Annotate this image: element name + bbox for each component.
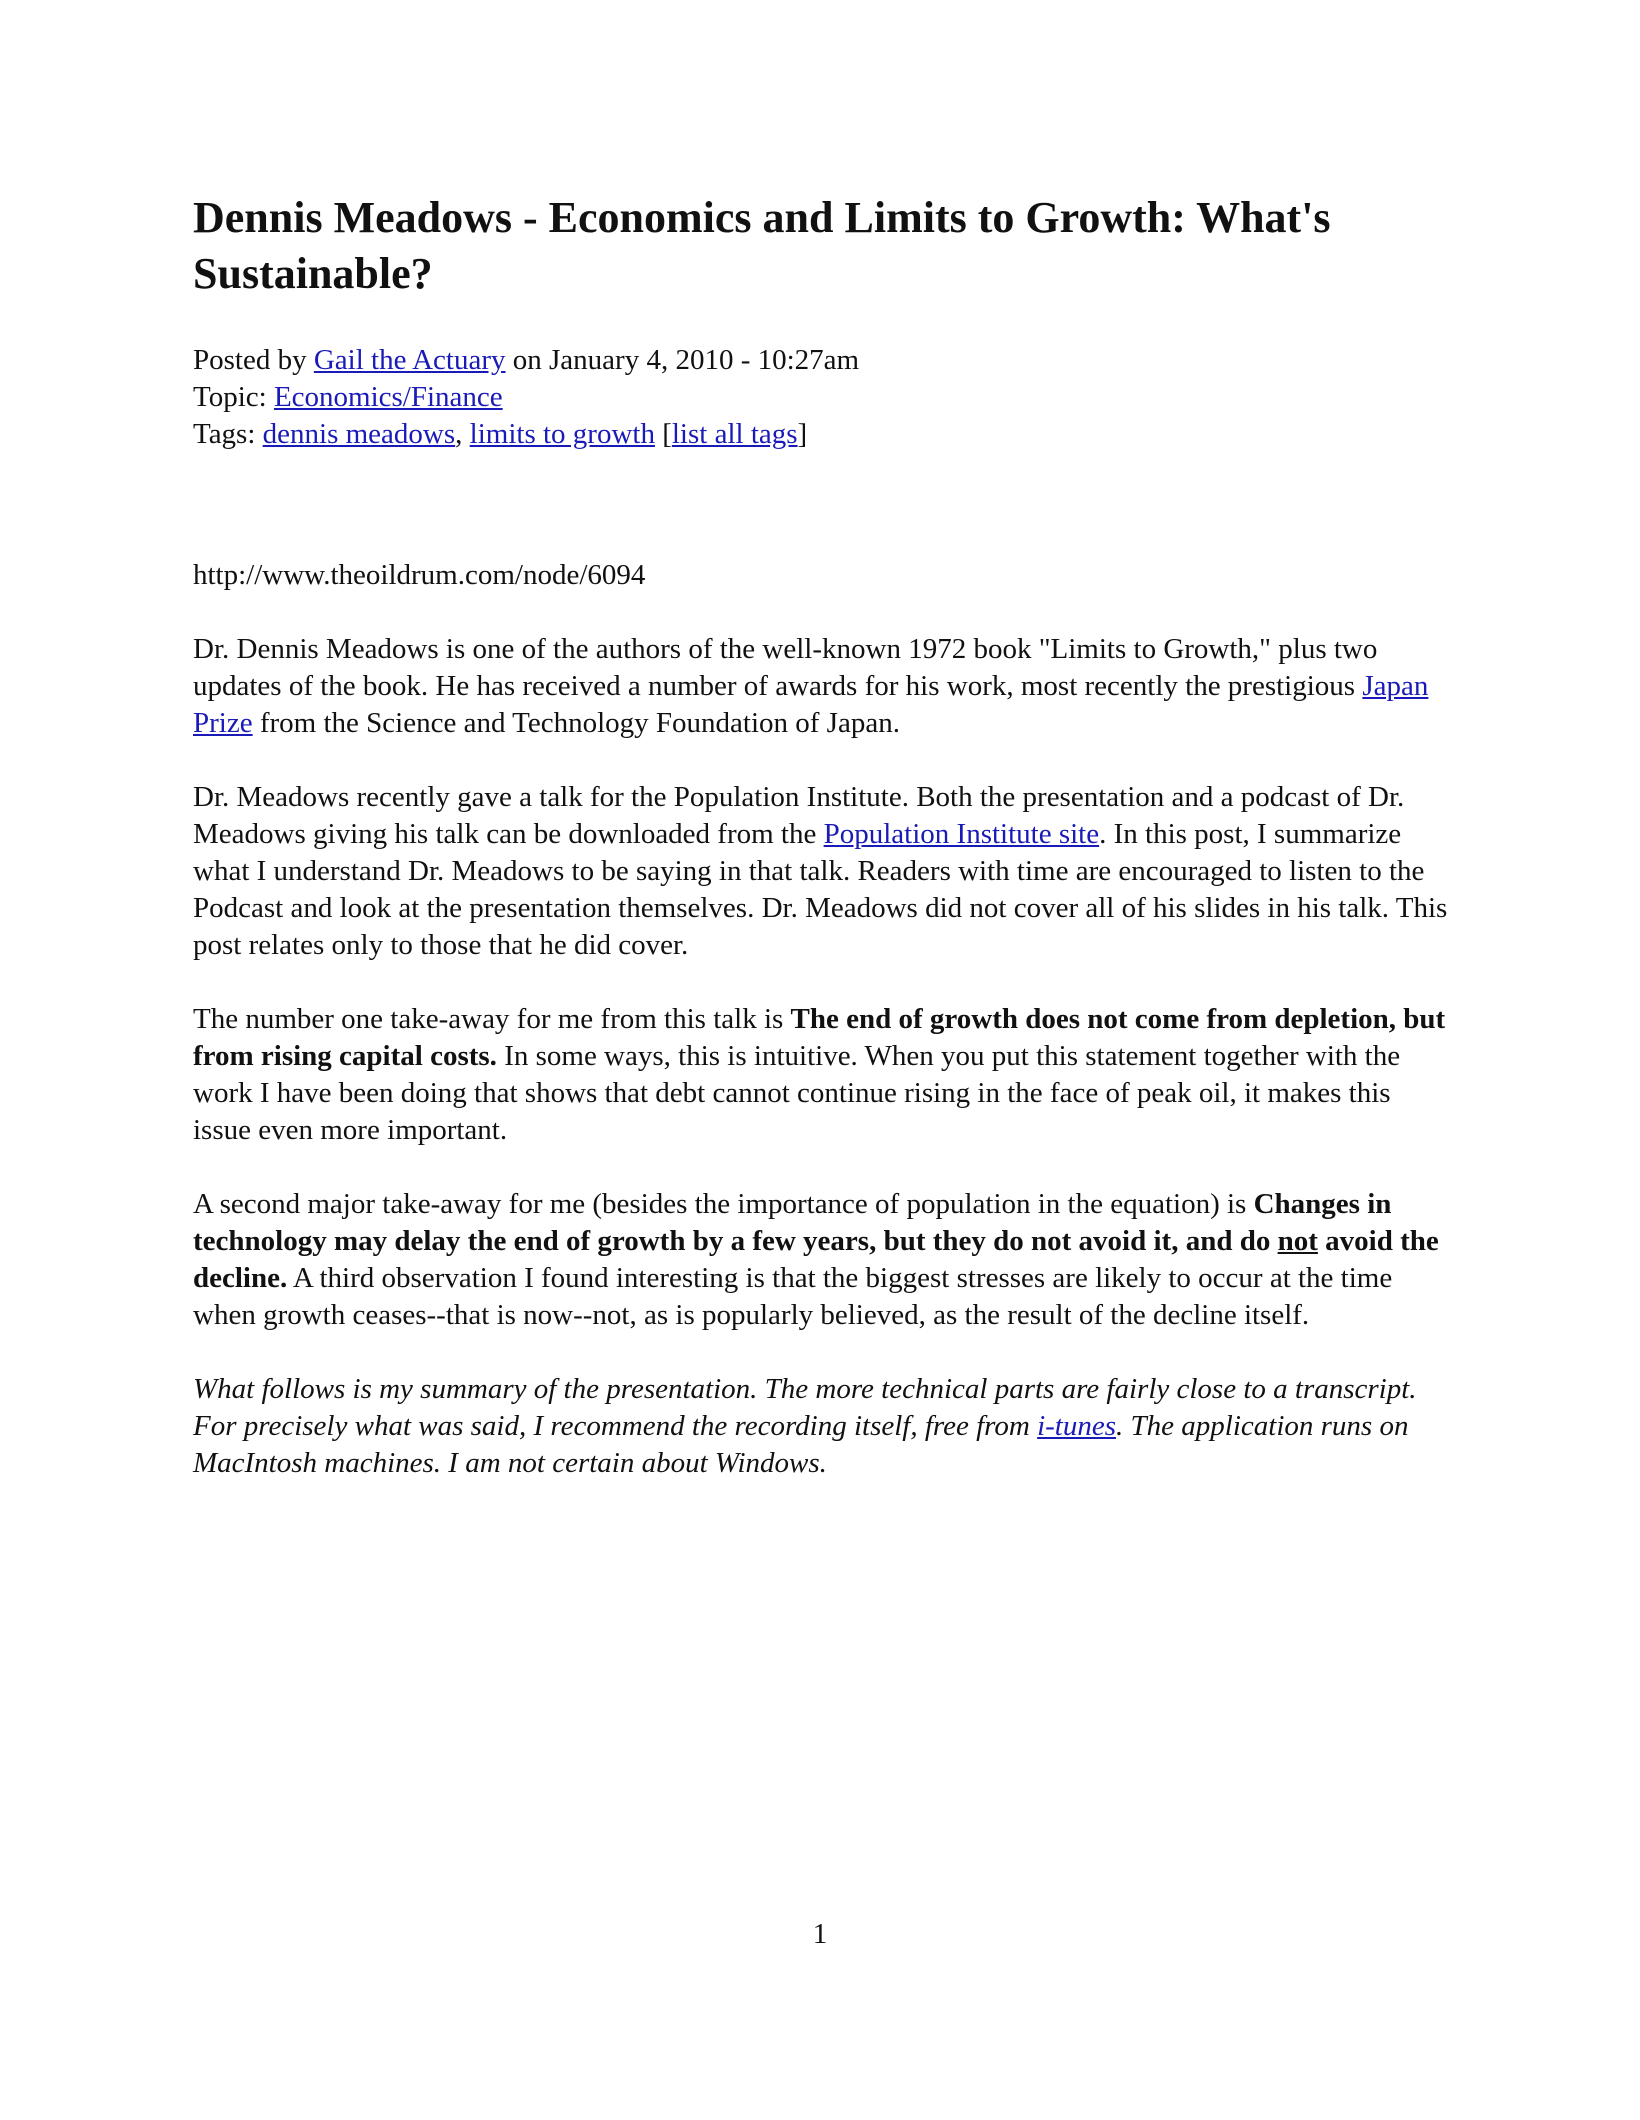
japan-prize-link[interactable]: Japan Prize [193,670,1429,739]
tag-separator: , [455,418,470,450]
list-bracket-open: [ [654,418,672,450]
population-institute-link[interactable]: Population Institute site [823,818,1100,850]
underlined-emphasis: not [1277,1225,1318,1257]
page-number: 1 [812,1918,828,1950]
bold-text: avoid the decline. [193,1225,1439,1294]
bold-statement: The end of growth does not come from depletion, but from rising capital costs. [193,1003,1446,1072]
posted-by-label: Posted by [193,344,314,376]
document-page [193,190,1453,1482]
post-meta [193,342,1453,453]
itunes-link[interactable]: i-tunes [1037,1410,1117,1442]
source-url: http://www.theoildrum.com/node/6094 [193,559,646,591]
paragraph-text: In some ways, this is intuitive. When you put this statement together with the work I have been doing that shows that debt cannot continue rising in the face of peak oil, it makes this issue even more important. [193,1040,1401,1146]
paragraph-talk [193,779,1453,964]
paragraph-text: A second major take-away for me (besides the importance of population in the equation) is [193,1188,1254,1220]
tags-label: Tags: [193,418,263,450]
topic-link[interactable]: Economics/Finance [273,381,503,413]
paragraph-takeaway-one [193,1001,1453,1149]
paragraph-text: . In this post, I summarize what I understand Dr. Meadows to be saying in that talk. Readers with time are encouraged to listen to the Podcast and look at the presentation themselves. Dr. Meadows did not cover all of his slides in his talk. This post relates only to those that he did cover. [193,818,1448,961]
page-title: Dennis Meadows - Economics and Limits to Growth: What's Sustainable? [193,193,1331,298]
paragraph-text: A third observation I found interesting is that the biggest stresses are likely to occur at the time when growth ceases--that is now--not, as is popularly believed, as the result of the decline itself. [193,1262,1393,1331]
paragraph-takeaway-two [193,1186,1453,1334]
author-link[interactable]: Gail the Actuary [313,344,506,376]
paragraph-text: The number one take-away for me from this talk is [193,1003,791,1035]
tag-link-limits-to-growth[interactable]: limits to growth [469,418,655,450]
topic-label: Topic: [193,381,274,413]
list-bracket-close: ] [797,418,808,450]
topic-line [193,379,1453,416]
paragraph-intro [193,631,1453,742]
posted-date: on January 4, 2010 - 10:27am [505,344,860,376]
paragraph-text: What follows is my summary of the presentation. The more technical parts are fairly close to a transcript. For precisely what was said, I recommend the recording itself, free from [193,1373,1417,1442]
paragraph-text: from the Science and Technology Foundation of Japan. [252,707,900,739]
paragraph-text: Dr. Meadows recently gave a talk for the Population Institute. Both the presentation and a podcast of Dr. Meadows giving his talk can be downloaded from the [193,781,1405,850]
tags-line [193,416,1453,453]
bold-text: Changes in technology may delay the end of growth by a few years, but they do not avoid it, and do [193,1188,1392,1257]
paragraph-text: . The application runs on MacIntosh machines. I am not certain about Windows. [193,1410,1409,1479]
posted-by-line [193,342,1453,379]
paragraph-text: Dr. Dennis Meadows is one of the authors of the well-known 1972 book "Limits to Growth," plus two updates of the book. He has received a number of awards for his work, most recently the prestigious [193,633,1378,702]
tag-link-dennis-meadows[interactable]: dennis meadows [262,418,456,450]
paragraph-summary-note [193,1371,1453,1482]
list-all-tags-link[interactable]: list all tags [671,418,798,450]
